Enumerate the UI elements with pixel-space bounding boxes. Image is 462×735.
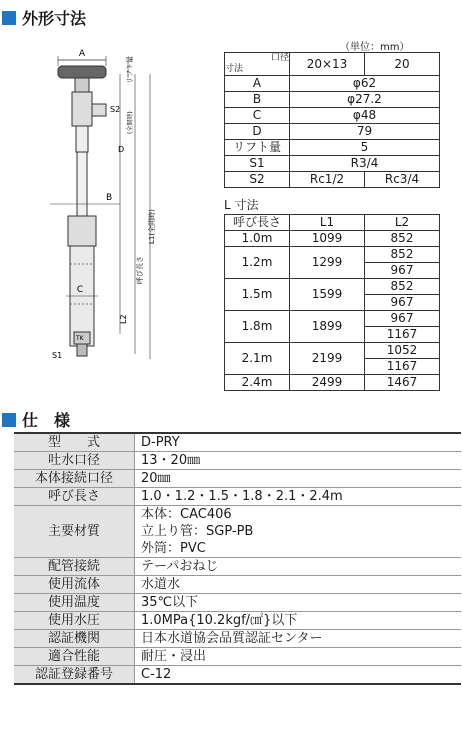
l-table-row [225,231,440,247]
spec-row [14,612,461,630]
l-table-row [225,247,440,263]
spec-value-line: 水道水 [141,577,181,592]
section-title-text: 仕 様 [22,411,71,430]
l-cell-l2: 967 [365,295,440,311]
spec-value [135,558,462,576]
label-l1: L1(全開時) [148,209,156,244]
l-cell-l1: 1899 [290,311,365,343]
spec-value-line: 本体：CAC406 [141,507,232,522]
spec-row [14,558,461,576]
label-b: B [106,193,113,203]
spec-key: 使用流体 [14,576,135,594]
dim-row-label: A [225,76,290,92]
label-d-full: (全開時) [127,111,134,134]
l-cell-length: 1.8m [225,311,290,343]
l-cell-l2: 1167 [365,327,440,343]
spec-row [14,470,461,488]
dim-row-value: φ62 [290,76,440,92]
section-title-text: 外形寸法 [22,9,87,28]
spec-value [135,470,462,488]
spec-value [135,452,462,470]
dim-row-value: 79 [290,124,440,140]
spec-value-line: 35℃以下 [141,595,199,610]
spec-value [135,506,462,558]
unit-note: （単位：mm） [340,42,410,53]
spec-value-line: 1.0・1.2・1.5・1.8・2.1・2.4m [141,489,343,504]
spec-key: 主要材質 [14,506,135,558]
spec-key: 吐水口径 [14,452,135,470]
l-cell-l1: 1299 [290,247,365,279]
spout-shape [92,104,106,116]
dim-row-label: リフト量 [225,140,290,156]
l-cell-l2: 967 [365,311,440,327]
l-cell-l2: 967 [365,263,440,279]
section-title-dimensions [2,6,86,29]
spec-value [135,594,462,612]
l-table-row [225,279,440,295]
label-d: D [118,145,125,154]
dim-row-label: S2 [225,172,290,188]
l-cell-length: 1.0m [225,231,290,247]
handle-shape [58,66,106,78]
l-table-title: L 寸法 [224,198,259,212]
l-cell-l2: 1167 [365,359,440,375]
l-cell-l2: 852 [365,231,440,247]
l-cell-l2: 852 [365,279,440,295]
l-cell-l1: 1099 [290,231,365,247]
spec-key: 認証機関 [14,630,135,648]
l-cell-l1: 1599 [290,279,365,311]
spec-value-line: 13・20㎜ [141,453,201,468]
spec-key: 認証登録番号 [14,666,135,685]
spec-key: 使用水圧 [14,612,135,630]
label-tk: TK [76,335,84,342]
label-lift: リフト量 [126,56,134,84]
l-cell-l1: 2199 [290,343,365,375]
spec-key: 使用温度 [14,594,135,612]
label-yobi: 呼び長さ [136,256,144,284]
l-dimension-table [224,214,440,391]
spec-table [14,432,461,685]
dim-row-label: D [225,124,290,140]
dim-size-1: 20×13 [290,53,365,76]
dim-size-2: 20 [365,53,440,76]
l-cell-length: 1.5m [225,279,290,311]
spec-row [14,452,461,470]
dim-row-value: 5 [290,140,440,156]
spec-key: 呼び長さ [14,488,135,506]
dim-row-label: S1 [225,156,290,172]
spec-value [135,433,462,452]
spec-row [14,433,461,452]
spec-value-line: C-12 [141,667,172,682]
l-cell-l1: 2499 [290,375,365,391]
spec-row [14,594,461,612]
section-square-icon [2,11,16,25]
spec-key: 配管接続 [14,558,135,576]
l-cell-length: 1.2m [225,247,290,279]
dim-row-value: φ27.2 [290,92,440,108]
spec-value [135,612,462,630]
spec-key: 適合性能 [14,648,135,666]
spec-value [135,576,462,594]
spec-value-line: 20㎜ [141,471,171,486]
label-l2: L2 [119,314,128,324]
spec-key: 型 式 [14,433,135,452]
label-s1: S1 [52,351,63,360]
spec-value [135,488,462,506]
dim-corner: 口径 寸法 [225,53,289,74]
spec-row [14,576,461,594]
l-table-row [225,343,440,359]
dim-row-value: φ48 [290,108,440,124]
dim-row-value: R3/4 [290,156,440,172]
dim-row-label: C [225,108,290,124]
label-s2: S2 [110,105,121,114]
faucet-drawing [0,34,210,374]
spec-key: 本体接続口径 [14,470,135,488]
spec-row [14,666,461,685]
spec-row [14,648,461,666]
spec-value-line: 立上り管：SGP-PB [141,524,254,539]
l-cell-length: 2.4m [225,375,290,391]
dim-row-label: B [225,92,290,108]
section-square-icon [2,413,16,427]
dim-s2-value-2: Rc3/4 [365,172,440,188]
l-cell-l2: 1052 [365,343,440,359]
l-cell-length: 2.1m [225,343,290,375]
label-a: A [78,49,86,59]
spec-row [14,630,461,648]
spec-value-line: 外筒：PVC [141,541,206,556]
spec-value [135,648,462,666]
spec-value-line: 耐圧・浸出 [141,649,207,664]
l-table-row [225,375,440,391]
l-cell-l2: 852 [365,247,440,263]
label-c: C [76,285,84,295]
l-header-l2: L2 [365,215,440,231]
spec-value-line: 1.0MPa{10.2kgf/㎠}以下 [141,613,298,628]
spec-value-line: D-PRY [141,435,180,450]
l-table-row [225,311,440,327]
l-cell-l2: 1467 [365,375,440,391]
l-header-l1: L1 [290,215,365,231]
spec-value [135,666,462,685]
l-header-length: 呼び長さ [225,215,290,231]
spec-value-line: 日本水道協会品質認証センター [141,631,323,646]
spec-value [135,630,462,648]
dimension-table [224,52,440,188]
spec-row [14,506,461,558]
spec-row [14,488,461,506]
dim-s2-value-1: Rc1/2 [290,172,365,188]
spec-value-line: テーパおねじ [141,559,219,574]
section-title-spec [2,408,70,431]
